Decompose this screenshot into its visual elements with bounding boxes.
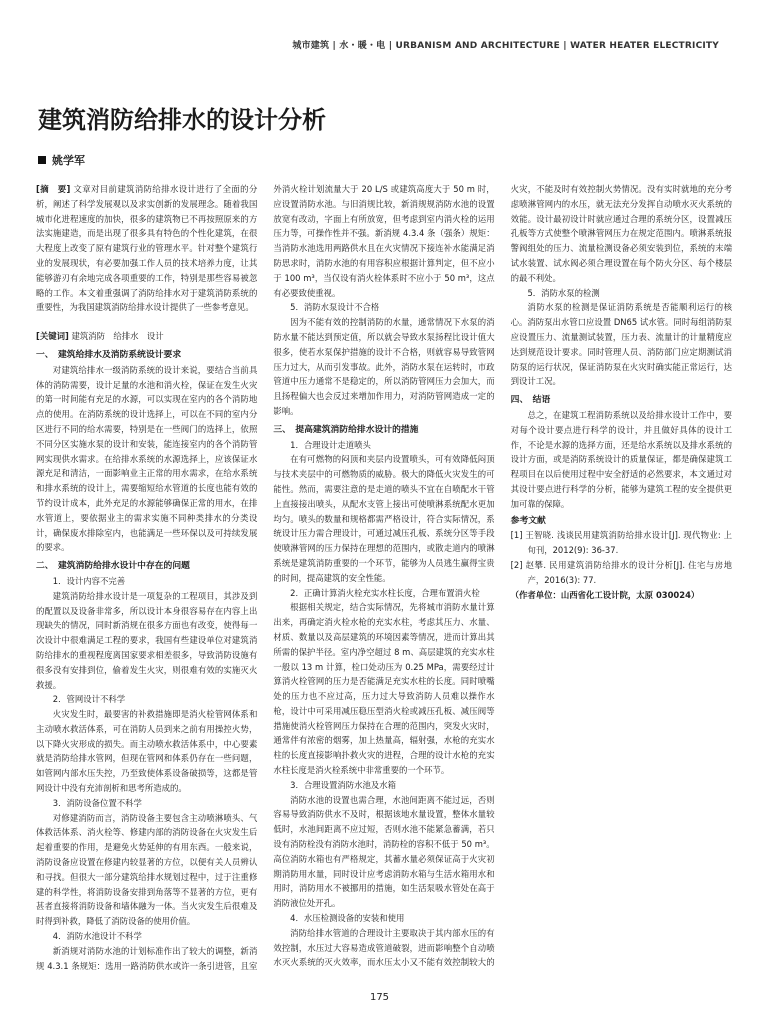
paragraph: 总之，在建筑工程消防系统以及给排水设计工作中，要对每个设计要点进行科学的设计，并且做好具体的设计工作，不论是水源的选择方面，还是给水系统以及排水系统的设计方面，或是消防系统设计的质量保证，都是确保建筑工程项目在以后使用过程中安全舒适的必然要求，本文通过对其设计要点进行科学的分析，能够为建筑工程的安全提供更加可靠的保障。	[510, 409, 732, 509]
journal-header: 城市建筑 | 水・暖・电 | URBANISM AND ARCHITECTURE | WATER HEATER ELECTRICITY	[292, 41, 719, 51]
keywords-text: 建筑消防 给排水 设计	[71, 331, 164, 342]
paragraph: 消防给排水管道的合理设计主要取决于其内部水压的有效控制，水压过大容易造成管道破裂，进而影响整个自动喷水灭火系统的灭火效率，而水压太小又不能有效控制较大的火灾，不能及时有效控制火势情况。没有实时就地的充分考虑喷淋管网内的水压，就无法充分发挥自动喷水灭火系统的效能。设计最初设计时就应通过合理的系统分区，设置减压孔板等方式使整个喷淋管网压力在规定范围内。喷淋系统报警阀组处的压力、流量检测设备必须安装到位，系统的末端试水装置、试水阀必须合理设置在每个防火分区、每个楼层的最不利处。	[273, 184, 732, 968]
article-title: 建筑消防给排水的设计分析	[38, 106, 326, 134]
paragraph: 建筑消防给排水设计是一项复杂的工程项目，其涉及到的配置以及设备非常多，所以设计本身很容易存在内容上出现缺失的情况，同时新消规在很多方面也有改变，使得每一次设计中很难满足工程的要求，我国有些建设单位对建筑消防给排水的重视程度离国家要求相差很多，导致消防设施有很多没有安排到位，偷着发生火灾，则很难有效的实施灭火救援。	[36, 590, 258, 690]
author-line	[38, 152, 85, 168]
subsection-heading: 2．正确计算消火栓充实水柱长度，合理布置消火栓	[290, 587, 480, 598]
subsection-heading: 1．合理设计走道喷头	[290, 439, 371, 450]
subsection-heading: 5．消防水泵的检测	[527, 287, 600, 298]
square-bullet-icon	[38, 156, 46, 164]
paragraph: 对修建消防而言，消防设备主要包含主动喷淋喷头、气体救活体系、消火栓等、修建内部的消防设备在火灾发生后起着重要的作用，是避免火势延伸的有用东西。一般来说，消防设备应设置在修建内较显著的方位，以便有关人员辨认和寻找。但很大一部分建筑给排水规划过程中，过于注重修建的科学性，将消防设备安排到角落等不显著的方位，更有甚者直接将消防设备和墙体融为一体。当火灾发生后很难及时得到补救，降低了消防设备的使用价值。	[36, 812, 258, 927]
author-affiliation: （作者单位：山西省化工设计院，太原 030024）	[510, 589, 700, 600]
subsection-heading: 3．消防设备位置不科学	[52, 797, 142, 808]
subsection-heading: 2．管网设计不科学	[52, 694, 126, 705]
paragraph: 新消规对消防水池的计划标准作出了较大的调整，新消规 4.3.1 条规矩：选用一路消防供水或许一条引进管，且室外消火栓计划流量大于 20 L/S 或建筑高度大于 50 m 时，应设置消防水池。与旧消规比较，新消规规消防水池的设置放宽有改动，字面上有所放宽，但考虑到室内消火栓的运用压力等，可操作性并不强。新消规 4.3.4 条（强条）规矩：当消防水池选用两路供水且在火灾情况下接连补水能满足消防思求时，消防水池的有用容积应根据计算判定，但不应小于 100 m³，当仅设有消火栓体系时不应小于 50 m³，这点有必要致使重视。	[36, 184, 495, 971]
section-heading: 三、 提高建筑消防给排水设计的措施	[273, 424, 419, 435]
paragraph: 对建筑给排水一级消防系统的设计来说，要结合当前具体的消防需要，设计足量的水池和消火栓，保证在发生火灾的第一时间能有充足的水源，可以实现在室内的各个消防地点的使用。在消防系统的设计选择上，可以在不同的室内分区进行不同的给水需要，特别是在一些阀门的选择上，依照不同分区实施水泵的设计和安装，能连接室内的各个消防管网实现供水需求。在给排水系统的水源选择上，应该保证水源充足和清洁，一面影响业主正常的用水需求，在给水系统和排水系统的设计上，需要缩短给水管道的长度也能有效的节约设计成本，此外充足的水源能够确保正常的用水，在排水管道上，要依据业主的需求实施不同种类排水的分类设计，确保废水排除室内，也能满足一些环保以及可持续发展的要求。	[36, 364, 258, 553]
author-name: 姚学军	[52, 154, 85, 167]
keywords-label: [关键词]	[36, 331, 69, 342]
reference-item: [1] 王智晓. 浅谈民用建筑消防给排水设计[J]. 现代物业: 上旬刊，2012(9): 36-37.	[510, 530, 732, 556]
keywords	[36, 329, 257, 344]
paragraph: 在有可燃物的闷顶和夹层内设置喷头，可有效降低闷顶与技术夹层中的可燃物质的威胁。极大的降低火灾发生的可能性。然而，需要注意的是走道的喷头不宜在自喷配水干管上直接接出喷头，从配水支管上接出可使喷淋系统配水更加均匀。喷头的数量和规格都需严格设计，符合实际情况，系统设计压力需合理设计，可通过减压孔板、系统分区等手段使喷淋管网的压力保持在理想的范围内，或散走道内的喷淋系统是建筑消防重要的一个环节，能够为人员逃生赢得宝贵的时间，提高建筑的安全性能。	[273, 454, 495, 583]
references-heading: 参考文献	[510, 515, 546, 526]
paragraph: 因为不能有效的控制消防的水量，通常情况下水泵的消防水量不能达到预定值，所以就会导致水泵扬程比设计值大很多，使若水泵保护措施的设计不合格，则就容易导致管网压力过大，从而引发事故。此外，消防水泵在运转时，市政管道中压力通常不是稳定的，所以消防管网压力会加大，而且扬程偏大也会反过来增加作用力，对消防管网造成一定的影响。	[273, 317, 495, 416]
page-number: 175	[369, 992, 390, 1003]
section-heading: 二、 建筑消防给排水设计中存在的问题	[36, 561, 190, 572]
abstract-text: 文章对目前建筑消防给排水设计进行了全面的分析，阐述了科学发展观以及求实创新的发展理念。随着我国城市化进程速度的加快，很多的建筑物已不再按照原来的方法实施建造，而是出现了很多具有特色的个性化建筑，在很大程度上改变了原有建筑行业的管理水平。针对整个建筑行业的发展现状，有必要加强工作人员的技术培养力度，让其能够游刃有余地完成各项重要的工作，特别是那些容易被忽略的工作。本文着重强调了消防给排水对于建筑消防系统的重要性，为我国建筑消防给排水设计提供了一些参考意见。	[36, 184, 258, 313]
abstract-label: [摘 要]	[36, 184, 71, 194]
subsection-heading: 5．消防水泵设计不合格	[290, 302, 380, 313]
subsection-heading: 1．设计内容不完善	[52, 575, 126, 586]
subsection-heading: 3．合理设置消防水池及水箱	[290, 779, 396, 790]
reference-item: [2] 赵攀. 民用建筑消防给排水的设计分析[J]. 住宅与房地产，2016(3): 77.	[510, 559, 732, 585]
abstract	[36, 182, 257, 315]
paragraph: 消防水泵的检测是保证消防系统是否能顺利运行的核心。消防泵出水管口应设置 DN65 试水管。同时每组消防泵应设置压力、流量测试装置，压力表、流量计的计量精度应达到规范设计要求。同时管理人员、消防部门应定期测试消防泵的运行状况，保证消防泵在火灾时确实能正常运行，达到设计工况。	[510, 302, 732, 387]
subsection-heading: 4．消防水池设计不科学	[52, 931, 142, 942]
paragraph: 根据相关规定，结合实际情况，先将城市消防水量计算出来，再确定消火栓水枪的充实水柱，考虑其压力、水量、材质、数量以及高层建筑的环境因素等情况，进而计算出其所需的保护半径。室内净空超过 8 m、高层建筑的充实水柱一般以 13 m 计算，栓口处动压为 0.25 MPa，需要经过计算消火栓管网的压力是否能满足充实水柱的长度。同时喷嘴处的压力也不应过高，压力过大导致消防人员难以操作水枪，设计中可采用减压稳压型消火栓或减压孔板、减压阀等措施使消火栓管网压力保持在合理的范围内，突发火灾时，通常伴有浓密的烟雾，加上热量高，辐射强，水枪的充实水柱的长度直接影响扑救火灾的进程，合理的设计水枪的充实水柱长度是消火栓系统中非常重要的一个环节。	[273, 602, 495, 776]
article-body	[36, 182, 732, 982]
section-heading: 一、 建筑给排水及消防系统设计要求	[36, 349, 182, 360]
subsection-heading: 4．水压检测设备的安装和使用	[290, 913, 405, 924]
section-heading: 四、 结语	[510, 395, 551, 406]
paragraph: 火灾发生时，最要害的补救措施即是消火栓管网体系和主动喷水救活体系，可在消防人员到来之前有用操控火势，以下降火灾形成的损失。而主动喷水救活体系中，中心要素就是消防给排水管网，但现在管网和体系仍存在一些问题，如管网内部水压失控，乃至致使体系设备破损等，这都是管网设计中没有充沛剖析和思考所造成的。	[36, 709, 258, 794]
paragraph: 消防水池的设置也需合理，水池间距离不能过远，否则容易导致消防供水不及时，根据该地水量设置，整体水量较低时，水池间距离不应过短，否则水池不能紧急蓄满，若只设有消防栓没有消防水池时，消防栓的容积不低于 50 m³。高位消防水箱也有严格规定，其蓄水量必须保证高于火灾初期消防用水量，同时设计应考虑消防水箱与生活水箱用水和用时，消防用水不被挪用的措施，如生活泵吸水管处在高于消防液位处开孔。	[273, 794, 495, 909]
